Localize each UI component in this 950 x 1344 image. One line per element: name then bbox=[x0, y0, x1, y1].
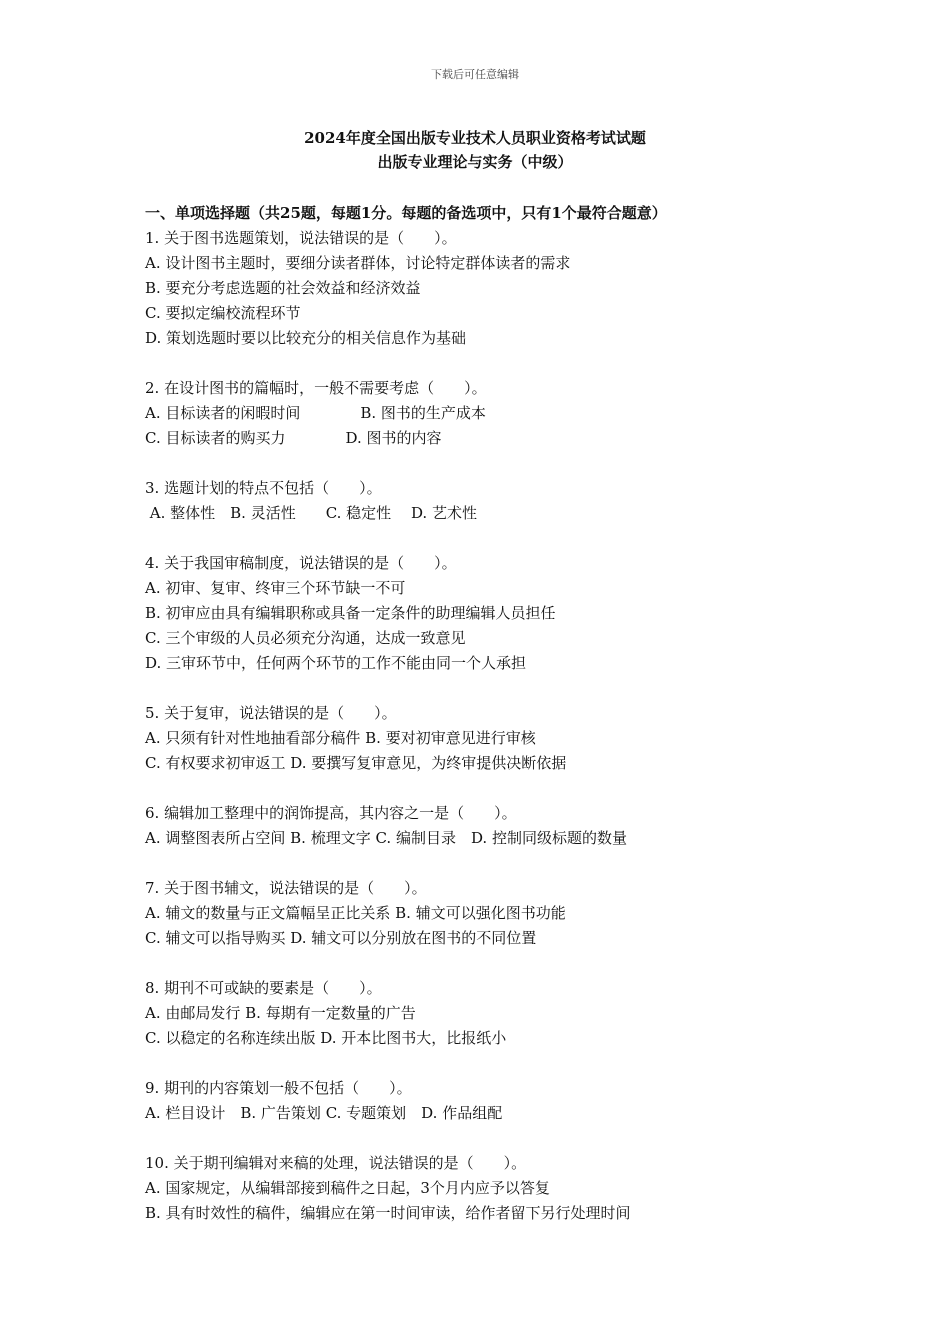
question-text: 10. 关于期刊编辑对来稿的处理，说法错误的是（ ）。 bbox=[145, 1154, 527, 1172]
question-text: 4. 关于我国审稿制度，说法错误的是（ ）。 bbox=[145, 554, 457, 572]
question-6 bbox=[145, 801, 865, 851]
exam-content bbox=[145, 201, 865, 1226]
option-line: C. 目标读者的购买力 D. 图书的内容 bbox=[145, 429, 442, 447]
question-8 bbox=[145, 976, 865, 1051]
option-line: A. 只须有针对性地抽看部分稿件 B. 要对初审意见进行审核 bbox=[145, 729, 536, 747]
question-4 bbox=[145, 551, 865, 676]
question-text: 8. 期刊不可或缺的要素是（ ）。 bbox=[145, 979, 382, 997]
document-title: 2024年度全国出版专业技术人员职业资格考试试题 bbox=[304, 129, 646, 147]
option-line: A. 调整图表所占空间 B. 梳理文字 C. 编制目录 D. 控制同级标题的数量 bbox=[145, 829, 627, 847]
document-subtitle: 出版专业理论与实务（中级） bbox=[377, 153, 573, 171]
question-1 bbox=[145, 226, 865, 351]
question-3 bbox=[145, 476, 865, 526]
option-line: A. 整体性 B. 灵活性 C. 稳定性 D. 艺术性 bbox=[145, 504, 477, 522]
option-line: A. 由邮局发行 B. 每期有一定数量的广告 bbox=[145, 1004, 416, 1022]
option-line: A. 初审、复审、终审三个环节缺一不可 bbox=[145, 579, 406, 597]
option-line: A. 栏目设计 B. 广告策划 C. 专题策划 D. 作品组配 bbox=[145, 1104, 503, 1122]
option-line: D. 策划选题时要以比较充分的相关信息作为基础 bbox=[145, 329, 467, 347]
option-line: A. 国家规定，从编辑部接到稿件之日起，3个月内应予以答复 bbox=[145, 1179, 550, 1197]
option-line: C. 辅文可以指导购买 D. 辅文可以分别放在图书的不同位置 bbox=[145, 929, 537, 947]
option-line: C. 有权要求初审返工 D. 要撰写复审意见，为终审提供决断依据 bbox=[145, 754, 567, 772]
question-9 bbox=[145, 1076, 865, 1126]
question-2 bbox=[145, 376, 865, 451]
question-10 bbox=[145, 1151, 865, 1226]
option-line: A. 设计图书主题时，要细分读者群体，讨论特定群体读者的需求 bbox=[145, 254, 571, 272]
section-heading: 一、单项选择题（共25题，每题1分。每题的备选项中，只有1个最符合题意） bbox=[145, 204, 667, 222]
option-line: A. 目标读者的闲暇时间 B. 图书的生产成本 bbox=[145, 404, 486, 422]
question-text: 2. 在设计图书的篇幅时，一般不需要考虑（ ）。 bbox=[145, 379, 487, 397]
question-text: 6. 编辑加工整理中的润饰提高，其内容之一是（ ）。 bbox=[145, 804, 517, 822]
option-line: C. 要拟定编校流程环节 bbox=[145, 304, 301, 322]
option-line: B. 要充分考虑选题的社会效益和经济效益 bbox=[145, 279, 421, 297]
option-line: B. 具有时效性的稿件，编辑应在第一时间审读，给作者留下另行处理时间 bbox=[145, 1204, 631, 1222]
question-text: 9. 期刊的内容策划一般不包括（ ）。 bbox=[145, 1079, 412, 1097]
option-line: C. 三个审级的人员必须充分沟通，达成一致意见 bbox=[145, 629, 466, 647]
option-line: D. 三审环节中，任何两个环节的工作不能由同一个人承担 bbox=[145, 654, 527, 672]
question-text: 1. 关于图书选题策划，说法错误的是（ ）。 bbox=[145, 229, 457, 247]
question-text: 5. 关于复审，说法错误的是（ ）。 bbox=[145, 704, 397, 722]
question-7 bbox=[145, 876, 865, 951]
option-line: A. 辅文的数量与正文篇幅呈正比关系 B. 辅文可以强化图书功能 bbox=[145, 904, 566, 922]
question-text: 3. 选题计划的特点不包括（ ）。 bbox=[145, 479, 382, 497]
option-line: C. 以稳定的名称连续出版 D. 开本比图书大，比报纸小 bbox=[145, 1029, 507, 1047]
option-line: B. 初审应由具有编辑职称或具备一定条件的助理编辑人员担任 bbox=[145, 604, 556, 622]
question-text: 7. 关于图书辅文，说法错误的是（ ）。 bbox=[145, 879, 427, 897]
page-header-note: 下载后可任意编辑 bbox=[431, 68, 519, 81]
question-5 bbox=[145, 701, 865, 776]
